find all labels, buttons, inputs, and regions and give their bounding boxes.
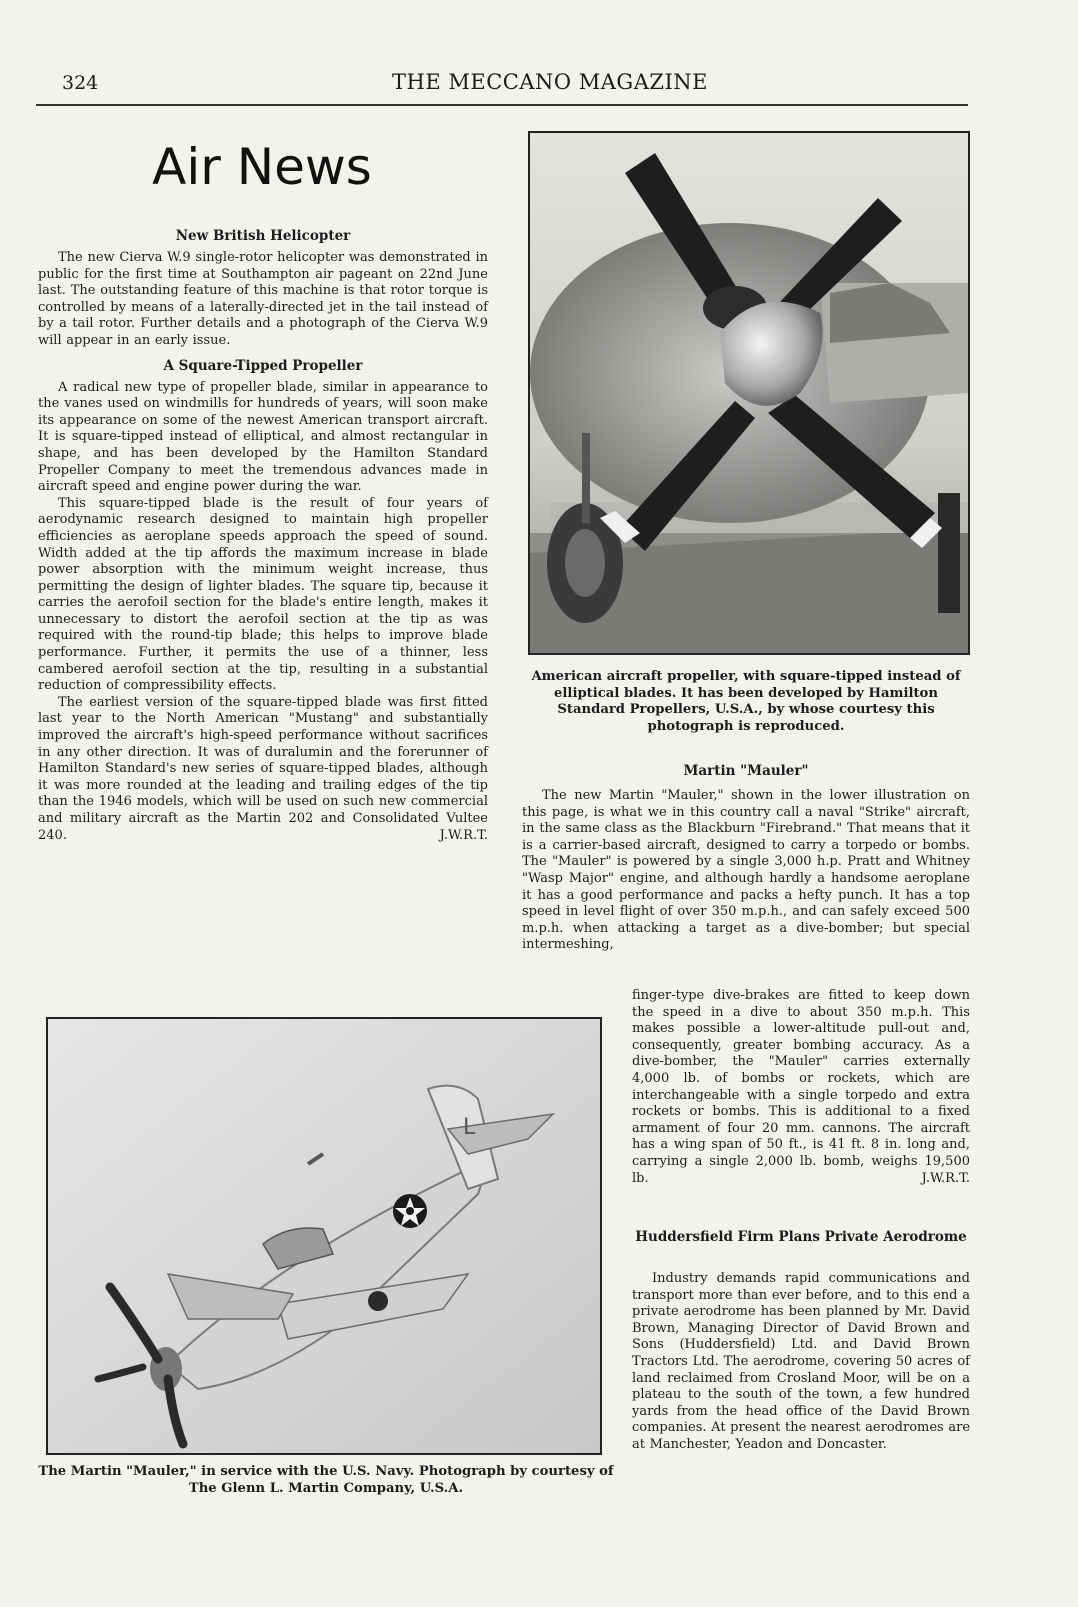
propeller-paragraph-1: A radical new type of propeller blade, similar in appearance to the vanes used on windmills for hundreds of years, will soon make its appearance on some of the newest American transport aircraft. It is square-tipped instead of elliptical, and almost rectangular in shape, and has been developed by the Hamilton Standard Propeller Company to meet the tremendous advances made in aircraft speed and engine power during the war. bbox=[38, 379, 488, 495]
left-column bbox=[38, 228, 488, 844]
page-number: 324 bbox=[62, 72, 99, 94]
mauler-heading-block bbox=[522, 763, 970, 779]
propeller-caption: American aircraft propeller, with square-tipped instead of elliptical blades. It has been developed by Hamilton Standard Propellers, U.S.A., by whose courtesy this photograph is reproduced. bbox=[531, 669, 961, 734]
running-head: THE MECCANO MAGAZINE bbox=[392, 70, 708, 94]
propeller-photo-image bbox=[530, 133, 968, 653]
propeller-paragraph-3 bbox=[38, 695, 488, 844]
tail-insignia: L bbox=[463, 1115, 476, 1140]
mauler-paragraph-narrow bbox=[632, 988, 970, 1187]
mauler-paragraph-narrow-text: finger-type dive-brakes are fitted to keep down the speed in a dive to about 350 m.p.h. This makes possible a lower-altitude pull-out and, consequently, greater bombing accuracy. As a dive-bomber, the "Mauler" carries externally 4,000 lb. of bombs or rockets, which are interchangeable with a single torpedo and extra rockets or bombs. This is additional to a fixed armament of four 20 mm. cannons. The aircraft has a wing span of 50 ft., is 41 ft. 8 in. long and, carrying a single 2,000 lb. bomb, weighs 19,500 lb. bbox=[632, 988, 970, 1186]
helicopter-paragraph: The new Cierva W.9 single-rotor helicopter was demonstrated in public for the first time at Southampton air pageant on 22nd June last. The outstanding feature of this machine is that rotor torque is controlled by means of a laterally-directed jet in the tail instead of by a tail rotor. Further details and a photograph of the Cierva W.9 will appear in an early issue. bbox=[38, 250, 488, 348]
propeller-paragraph-2: This square-tipped blade is the result of four years of aerodynamic research designed to maintain high propeller efficiencies as aeroplane speeds approach the speed of sound. Width added at the tip affords the maximum increase in blade power absorption with the minimum weight increase, thus permitting the design of lighter blades. The square tip, because it carries the aerofoil section for the blade's entire length, makes it unnecessary to distort the aerofoil section at the tip as was required with the round-tip blade; this helps to improve blade performance. Further, it permits the use of a thinner, less cambered aerofoil section at the tip, resulting in a substantial reduction of compressibility effects. bbox=[38, 495, 488, 694]
mauler-caption: The Martin "Mauler," in service with the U.S. Navy. Photograph by courtesy of The Glenn L. Martin Company, U.S.A. bbox=[38, 1464, 614, 1496]
propeller-signature: J.W.R.T. bbox=[439, 827, 488, 843]
mauler-paragraph-wide: The new Martin "Mauler," shown in the lower illustration on this page, is what we in this country call a naval "Strike" aircraft, in the same class as the Blackburn "Firebrand." That means that it is a carrier-based aircraft, designed to carry a torpedo or bombs. The "Mauler" is powered by a single 3,000 h.p. Pratt and Whitney "Wasp Major" engine, and although hardly a handsome aeroplane it has a good performance and packs a hefty punch. It has a top speed in level flight of over 350 m.p.h., and can safely exceed 500 m.p.h. when attacking a target as a dive-bomber; but special intermeshing, bbox=[522, 788, 970, 953]
huddersfield-paragraph: Industry demands rapid communications and transport more than ever before, and to this end a private aerodrome has been planned by Mr. David Brown, Managing Director of David Brown and Sons (Huddersfield) Ltd. and David Brown Tractors Ltd. The aerodrome, covering 50 acres of land reclaimed from Crosland Moor, will be on a plateau to the south of the town, a few hundred yards from the head office of the David Brown companies. At present the nearest aerodromes are at Manchester, Yeadon and Doncaster. bbox=[632, 1271, 971, 1452]
propeller-paragraph-3-text: The earliest version of the square-tipped blade was first fitted last year to the North American "Mustang" and substantially improved the aircraft's high-speed performance without sacrifices in any other direction. It was of duralumin and the forerunner of Hamilton Standard's new series of square-tipped blades, although it was more rounded at the leading and trailing edges of the tip than the 1946 models, which will be used on such new commercial and military aircraft as the Martin 202 and Consolidated Vultee 240. bbox=[38, 694, 488, 843]
huddersfield-heading: Huddersfield Firm Plans Private Aerodrome bbox=[635, 1229, 967, 1245]
mauler-signature: J.W.R.T. bbox=[921, 1170, 970, 1186]
mauler-photo bbox=[46, 1017, 602, 1455]
helicopter-heading: New British Helicopter bbox=[175, 228, 351, 244]
propeller-heading: A Square-Tipped Propeller bbox=[163, 357, 363, 374]
header-rule bbox=[36, 104, 968, 106]
section-title: Air News bbox=[152, 138, 372, 196]
propeller-photo bbox=[528, 131, 970, 655]
mauler-photo-image bbox=[48, 1019, 600, 1453]
mauler-heading: Martin "Mauler" bbox=[683, 763, 809, 779]
